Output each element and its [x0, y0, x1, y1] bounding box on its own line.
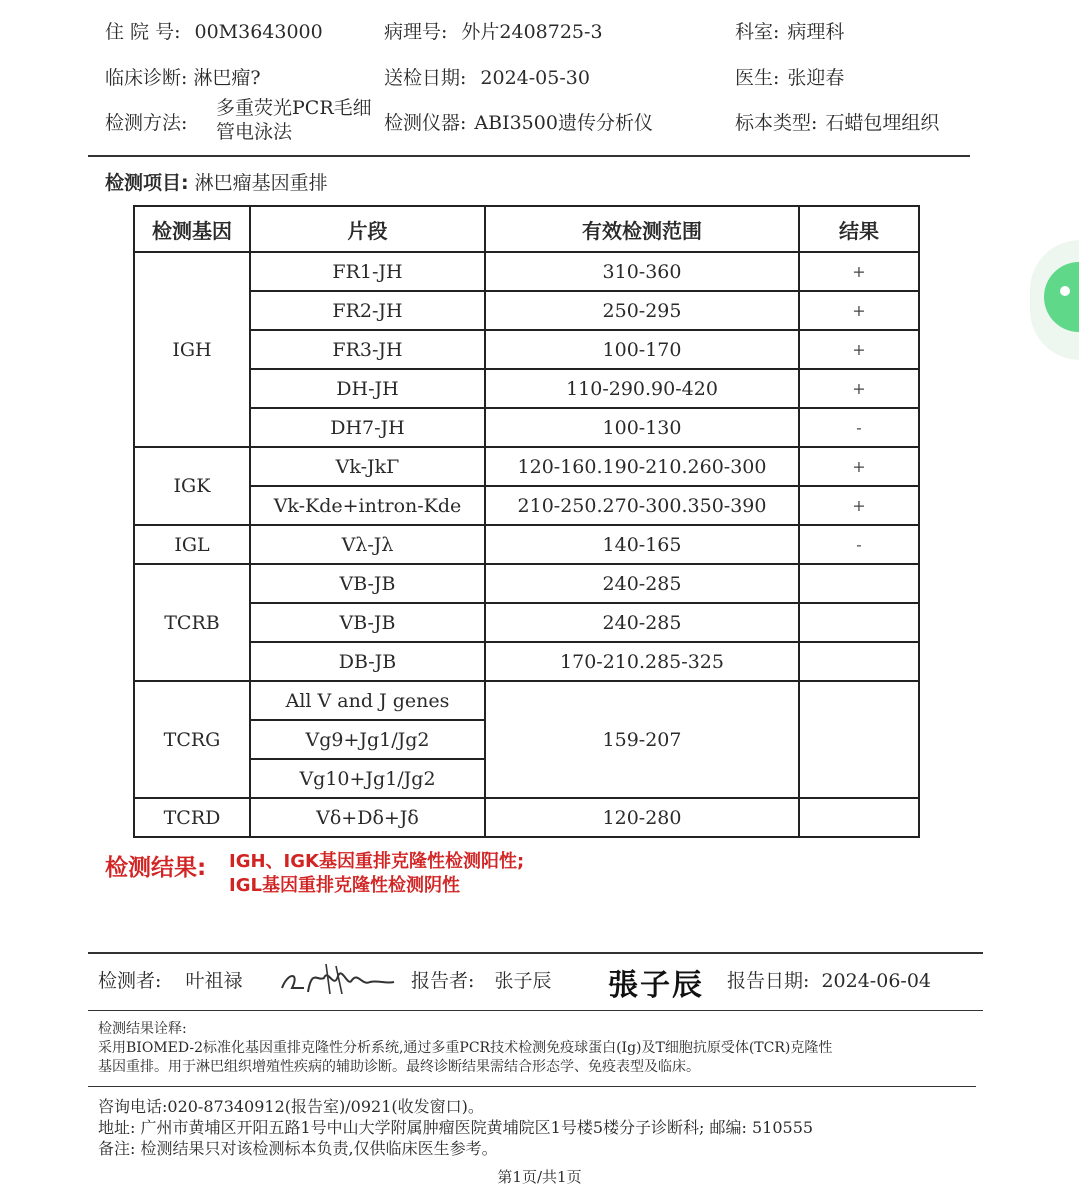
field-value: 病理科 [787, 21, 845, 43]
segment-cell: FR2-JH [250, 291, 485, 330]
range-cell: 170-210.285-325 [485, 642, 799, 681]
field-value: 外片2408725-3 [461, 21, 603, 43]
detection-result-line1: IGH、IGK基因重排克隆性检测阳性; [229, 851, 525, 872]
col-header-result: 结果 [799, 206, 919, 252]
table-row [134, 564, 919, 603]
report-date-value: 2024-06-04 [821, 970, 931, 992]
result-cell: + [799, 330, 919, 369]
tester [98, 966, 242, 993]
field-value: 00M3643000 [194, 21, 323, 43]
test-item-label: 检测项目: [105, 172, 189, 194]
result-cell [799, 642, 919, 681]
result-cell [799, 603, 919, 642]
field-clinical-diagnosis [105, 66, 261, 90]
segment-cell: Vk-JkΓ [250, 447, 485, 486]
reporter-name: 张子辰 [494, 970, 552, 992]
field-value: 石蜡包埋组织 [825, 112, 940, 134]
segment-cell: All V and J genes [250, 681, 485, 720]
table-row [134, 447, 919, 486]
field-submit-date [384, 66, 590, 90]
field-specimen-type [735, 111, 939, 135]
table-row [134, 369, 919, 408]
chat-bubble-icon [1044, 262, 1079, 332]
table-row [134, 408, 919, 447]
field-value: 淋巴瘤? [193, 67, 261, 89]
contact-phone: 咨询电话:020-87340912(报告室)/0921(收发窗口)。 [98, 1097, 484, 1116]
field-label: 送检日期: [384, 67, 467, 89]
chat-dot-icon [1060, 286, 1070, 296]
floating-chat-icon[interactable] [1030, 240, 1079, 360]
notes-line2: 基因重排。用于淋巴组织增殖性疾病的辅助诊断。最终诊断结果需结合形态学、免疫表型及临床。 [98, 1059, 700, 1075]
field-department [735, 20, 844, 44]
result-cell: + [799, 369, 919, 408]
result-cell [799, 681, 919, 798]
field-value-line1: 多重荧光PCR毛细 [216, 97, 372, 119]
segment-cell: DH-JH [250, 369, 485, 408]
field-value: ABI3500遗传分析仪 [474, 112, 653, 134]
range-cell: 240-285 [485, 603, 799, 642]
range-cell: 159-207 [485, 681, 799, 798]
result-cell: - [799, 408, 919, 447]
field-label: 住 院 号: [105, 21, 181, 43]
field-pathology-no [384, 20, 603, 44]
field-instrument [384, 111, 653, 135]
range-cell: 110-290.90-420 [485, 369, 799, 408]
table-row [134, 291, 919, 330]
detection-result-label: 检测结果: [105, 855, 207, 881]
table-row [134, 330, 919, 369]
result-cell: + [799, 291, 919, 330]
divider [88, 1086, 976, 1087]
range-cell: 120-280 [485, 798, 799, 837]
table-row [134, 252, 919, 291]
field-method-value [216, 96, 372, 144]
contact-address: 地址: 广州市黄埔区开阳五路1号中山大学附属肿瘤医院黄埔院区1号楼5楼分子诊断科; 邮编: 510555 [98, 1118, 814, 1137]
segment-cell: Vλ-Jλ [250, 525, 485, 564]
field-value: 2024-05-30 [480, 67, 590, 89]
detection-result-line2: IGL基因重排克隆性检测阴性 [229, 875, 460, 896]
result-cell [799, 564, 919, 603]
field-label: 标本类型: [735, 112, 818, 134]
contact-remark: 备注: 检测结果只对该检测标本负责,仅供临床医生参考。 [98, 1139, 498, 1158]
notes-title: 检测结果诠释: [98, 1021, 187, 1037]
divider [88, 1010, 983, 1011]
result-cell [799, 798, 919, 837]
table-row [134, 642, 919, 681]
gene-rearrangement-table [133, 205, 920, 838]
segment-cell: Vg10+Jg1/Jg2 [250, 759, 485, 798]
gene-cell: TCRG [134, 681, 250, 798]
gene-cell: TCRB [134, 564, 250, 681]
report-date-label: 报告日期: [727, 970, 810, 992]
segment-cell: DH7-JH [250, 408, 485, 447]
table-row [134, 798, 919, 837]
segment-cell: DB-JB [250, 642, 485, 681]
range-cell: 120-160.190-210.260-300 [485, 447, 799, 486]
field-value-line2: 管电泳法 [216, 121, 293, 143]
tester-signature-scribble [278, 958, 398, 1000]
gene-cell: IGL [134, 525, 250, 564]
table-row [134, 681, 919, 720]
field-label: 临床诊断: [105, 67, 188, 89]
result-cell: + [799, 252, 919, 291]
segment-cell: Vk-Kde+intron-Kde [250, 486, 485, 525]
gene-cell: TCRD [134, 798, 250, 837]
range-cell: 140-165 [485, 525, 799, 564]
field-label: 病理号: [384, 21, 448, 43]
segment-cell: VB-JB [250, 564, 485, 603]
test-item [105, 168, 328, 195]
col-header-range: 有效检测范围 [485, 206, 799, 252]
contact-info [98, 1096, 813, 1159]
page-number: 第1页/共1页 [497, 1168, 582, 1186]
report-date [727, 966, 931, 993]
field-inpatient-no [105, 20, 323, 44]
result-cell: + [799, 486, 919, 525]
table-row [134, 603, 919, 642]
range-cell: 310-360 [485, 252, 799, 291]
reporter [411, 966, 551, 993]
range-cell: 250-295 [485, 291, 799, 330]
field-label: 检测仪器: [384, 112, 467, 134]
tester-label: 检测者: [98, 970, 162, 992]
field-label: 医生: [735, 67, 780, 89]
field-doctor [735, 66, 844, 90]
segment-cell: FR1-JH [250, 252, 485, 291]
divider [88, 952, 983, 954]
result-cell: + [799, 447, 919, 486]
range-cell: 210-250.270-300.350-390 [485, 486, 799, 525]
range-cell: 100-170 [485, 330, 799, 369]
reporter-label: 报告者: [411, 970, 475, 992]
reporter-signature: 張子辰 [608, 968, 704, 1003]
field-value: 张迎春 [787, 67, 845, 89]
interpretation-notes [98, 1020, 832, 1077]
col-header-gene: 检测基因 [134, 206, 250, 252]
range-cell: 100-130 [485, 408, 799, 447]
field-label: 检测方法: [105, 112, 188, 134]
segment-cell: Vδ+Dδ+Jδ [250, 798, 485, 837]
field-label: 科室: [735, 21, 780, 43]
gene-cell: IGH [134, 252, 250, 447]
tester-name: 叶祖禄 [185, 970, 243, 992]
notes-line1: 采用BIOMED-2标准化基因重排克隆性分析系统,通过多重PCR技术检测免疫球蛋白(Ig)及T细胞抗原受体(TCR)克隆性 [98, 1040, 833, 1056]
segment-cell: VB-JB [250, 603, 485, 642]
divider [88, 155, 970, 157]
gene-cell: IGK [134, 447, 250, 525]
field-method-label [105, 111, 187, 135]
range-cell: 240-285 [485, 564, 799, 603]
result-cell: - [799, 525, 919, 564]
segment-cell: Vg9+Jg1/Jg2 [250, 720, 485, 759]
col-header-segment: 片段 [250, 206, 485, 252]
table-row [134, 525, 919, 564]
table-row [134, 486, 919, 525]
test-item-value: 淋巴瘤基因重排 [194, 172, 328, 194]
table-header-row [134, 206, 919, 252]
segment-cell: FR3-JH [250, 330, 485, 369]
